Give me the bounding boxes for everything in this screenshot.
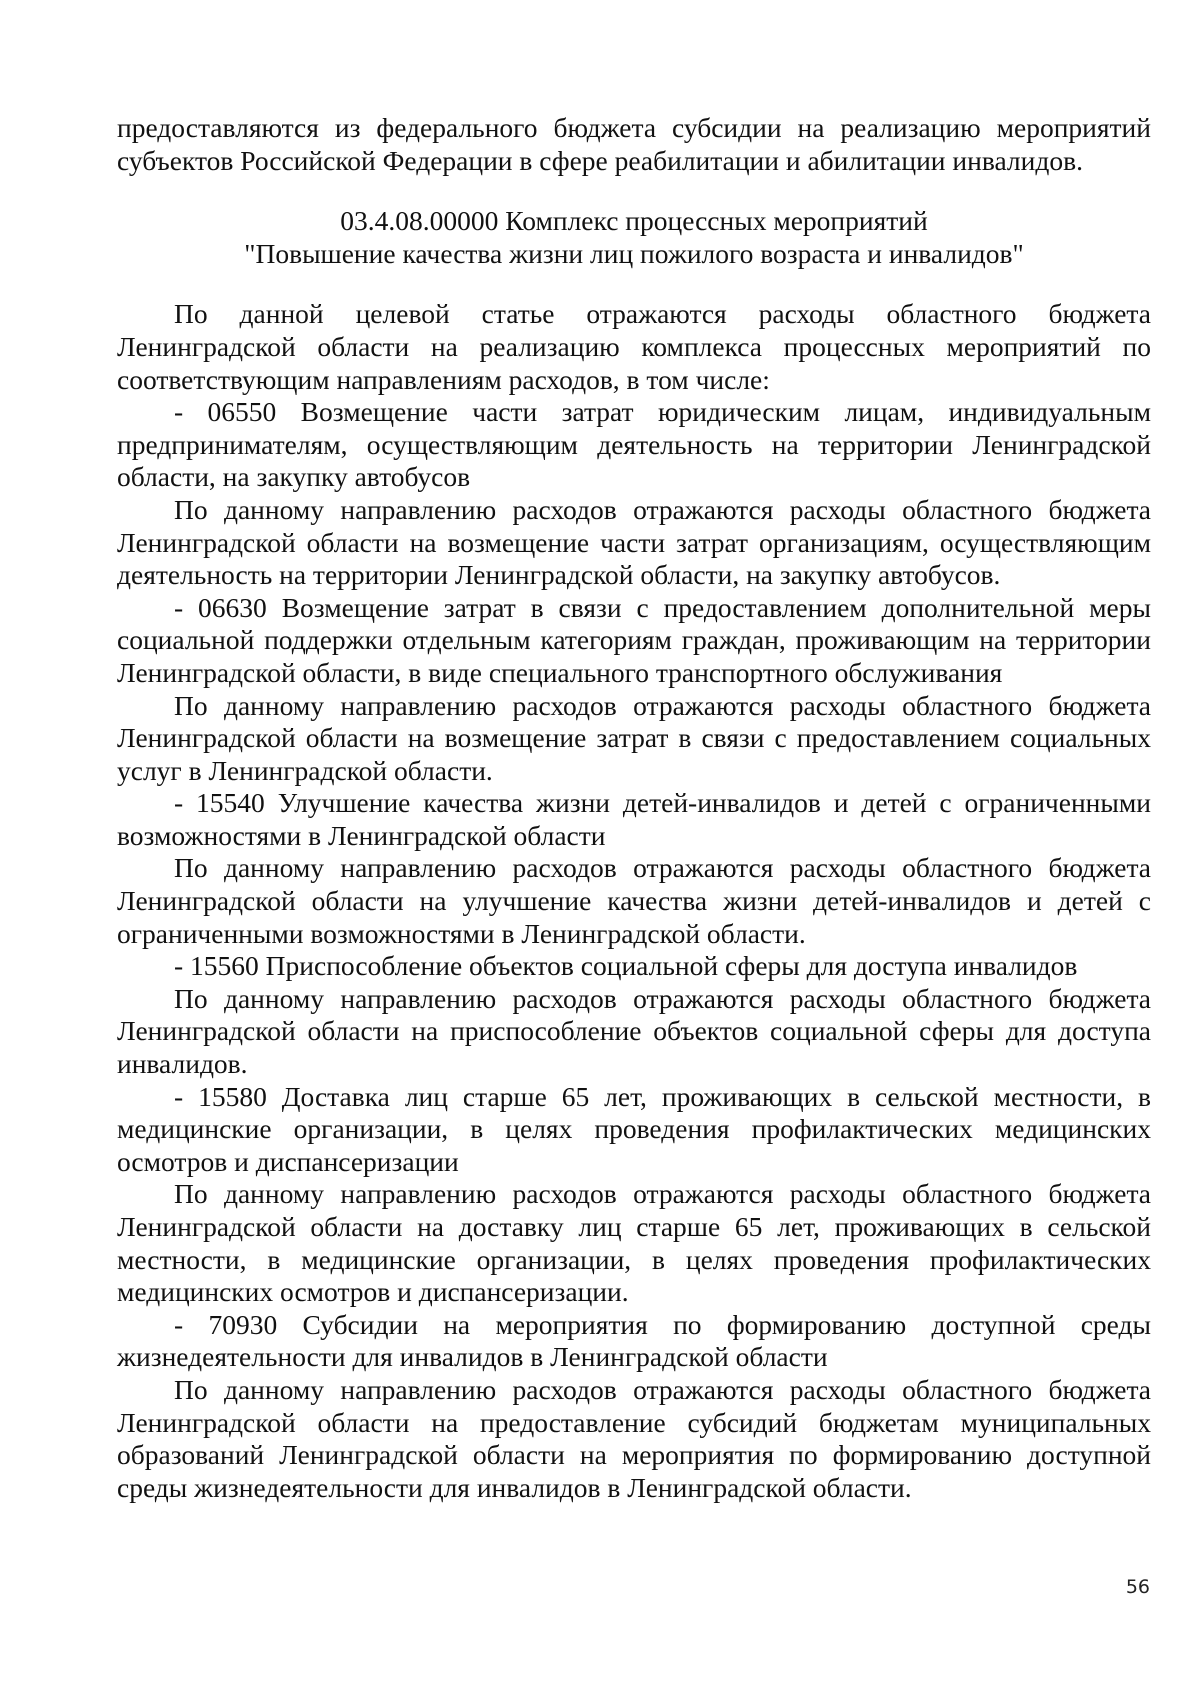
continuation-paragraph: предоставляются из федерального бюджета субсидии на реализацию мероприятий субъектов Российской Федерации в сфере реабилитации и абилитации инвалидов. bbox=[117, 112, 1151, 176]
intro-paragraph: По данной целевой статье отражаются расходы областного бюджета Ленинградской области на реализацию комплекса процессных мероприятий по соответствующим направлениям расходов, в том числе: bbox=[117, 298, 1151, 395]
section-heading-code-line: 03.4.08.00000 Комплекс процессных мероприятий bbox=[340, 205, 928, 237]
item-15580-description: По данному направлению расходов отражаются расходы областного бюджета Ленинградской области на доставку лиц старше 65 лет, проживающих в сельской местности, в медицинские организации, в целях проведения профилактических медицинских осмотров и диспансеризации. bbox=[117, 1178, 1151, 1308]
item-06630-description: По данному направлению расходов отражаются расходы областного бюджета Ленинградской области на возмещение затрат в связи с предоставлением социальных услуг в Ленинградской области. bbox=[117, 689, 1151, 786]
section-heading bbox=[117, 177, 1151, 298]
item-06550-title: - 06550 Возмещение части затрат юридическим лицам, индивидуальным предпринимателям, осуществляющим деятельность на территории Ленинградской области, на закупку автобусов bbox=[117, 396, 1151, 493]
item-70930-title: - 70930 Субсидии на мероприятия по формированию доступной среды жизнедеятельности для инвалидов в Ленинградской области bbox=[117, 1308, 1151, 1373]
section-heading-title-line: "Повышение качества жизни лиц пожилого возраста и инвалидов" bbox=[244, 237, 1024, 269]
item-15580-title: - 15580 Доставка лиц старше 65 лет, проживающих в сельской местности, в медицинские организации, в целях проведения профилактических медицинских осмотров и диспансеризации bbox=[117, 1080, 1151, 1177]
item-15560-description: По данному направлению расходов отражаются расходы областного бюджета Ленинградской области на приспособление объектов социальной сферы для доступа инвалидов. bbox=[117, 982, 1151, 1080]
item-15540-title: - 15540 Улучшение качества жизни детей-инвалидов и детей с ограниченными возможностями в Ленинградской области bbox=[117, 787, 1151, 851]
item-15560-title: - 15560 Приспособление объектов социальной сферы для доступа инвалидов bbox=[174, 950, 1078, 982]
item-70930-description: По данному направлению расходов отражаются расходы областного бюджета Ленинградской области на предоставление субсидий бюджетам муниципальных образований Ленинградской области на мероприятия по формированию доступной среды жизнедеятельности для инвалидов в Ленинградской области. bbox=[117, 1373, 1151, 1503]
item-06630-title: - 06630 Возмещение затрат в связи с предоставлением дополнительной меры социальной поддержки отдельным категориям граждан, проживающим на территории Ленинградской области, в виде специального транспортного обслуживания bbox=[117, 591, 1151, 688]
item-06550-description: По данному направлению расходов отражаются расходы областного бюджета Ленинградской области на возмещение части затрат организациям, осуществляющим деятельность на территории Ленинградской области, на закупку автобусов. bbox=[117, 493, 1151, 591]
page-number: 56 bbox=[1125, 1576, 1150, 1598]
document-body bbox=[117, 112, 1151, 1504]
item-15540-description: По данному направлению расходов отражаются расходы областного бюджета Ленинградской области на улучшение качества жизни детей-инвалидов и детей с ограниченными возможностями в Ленинградской области. bbox=[117, 852, 1151, 949]
